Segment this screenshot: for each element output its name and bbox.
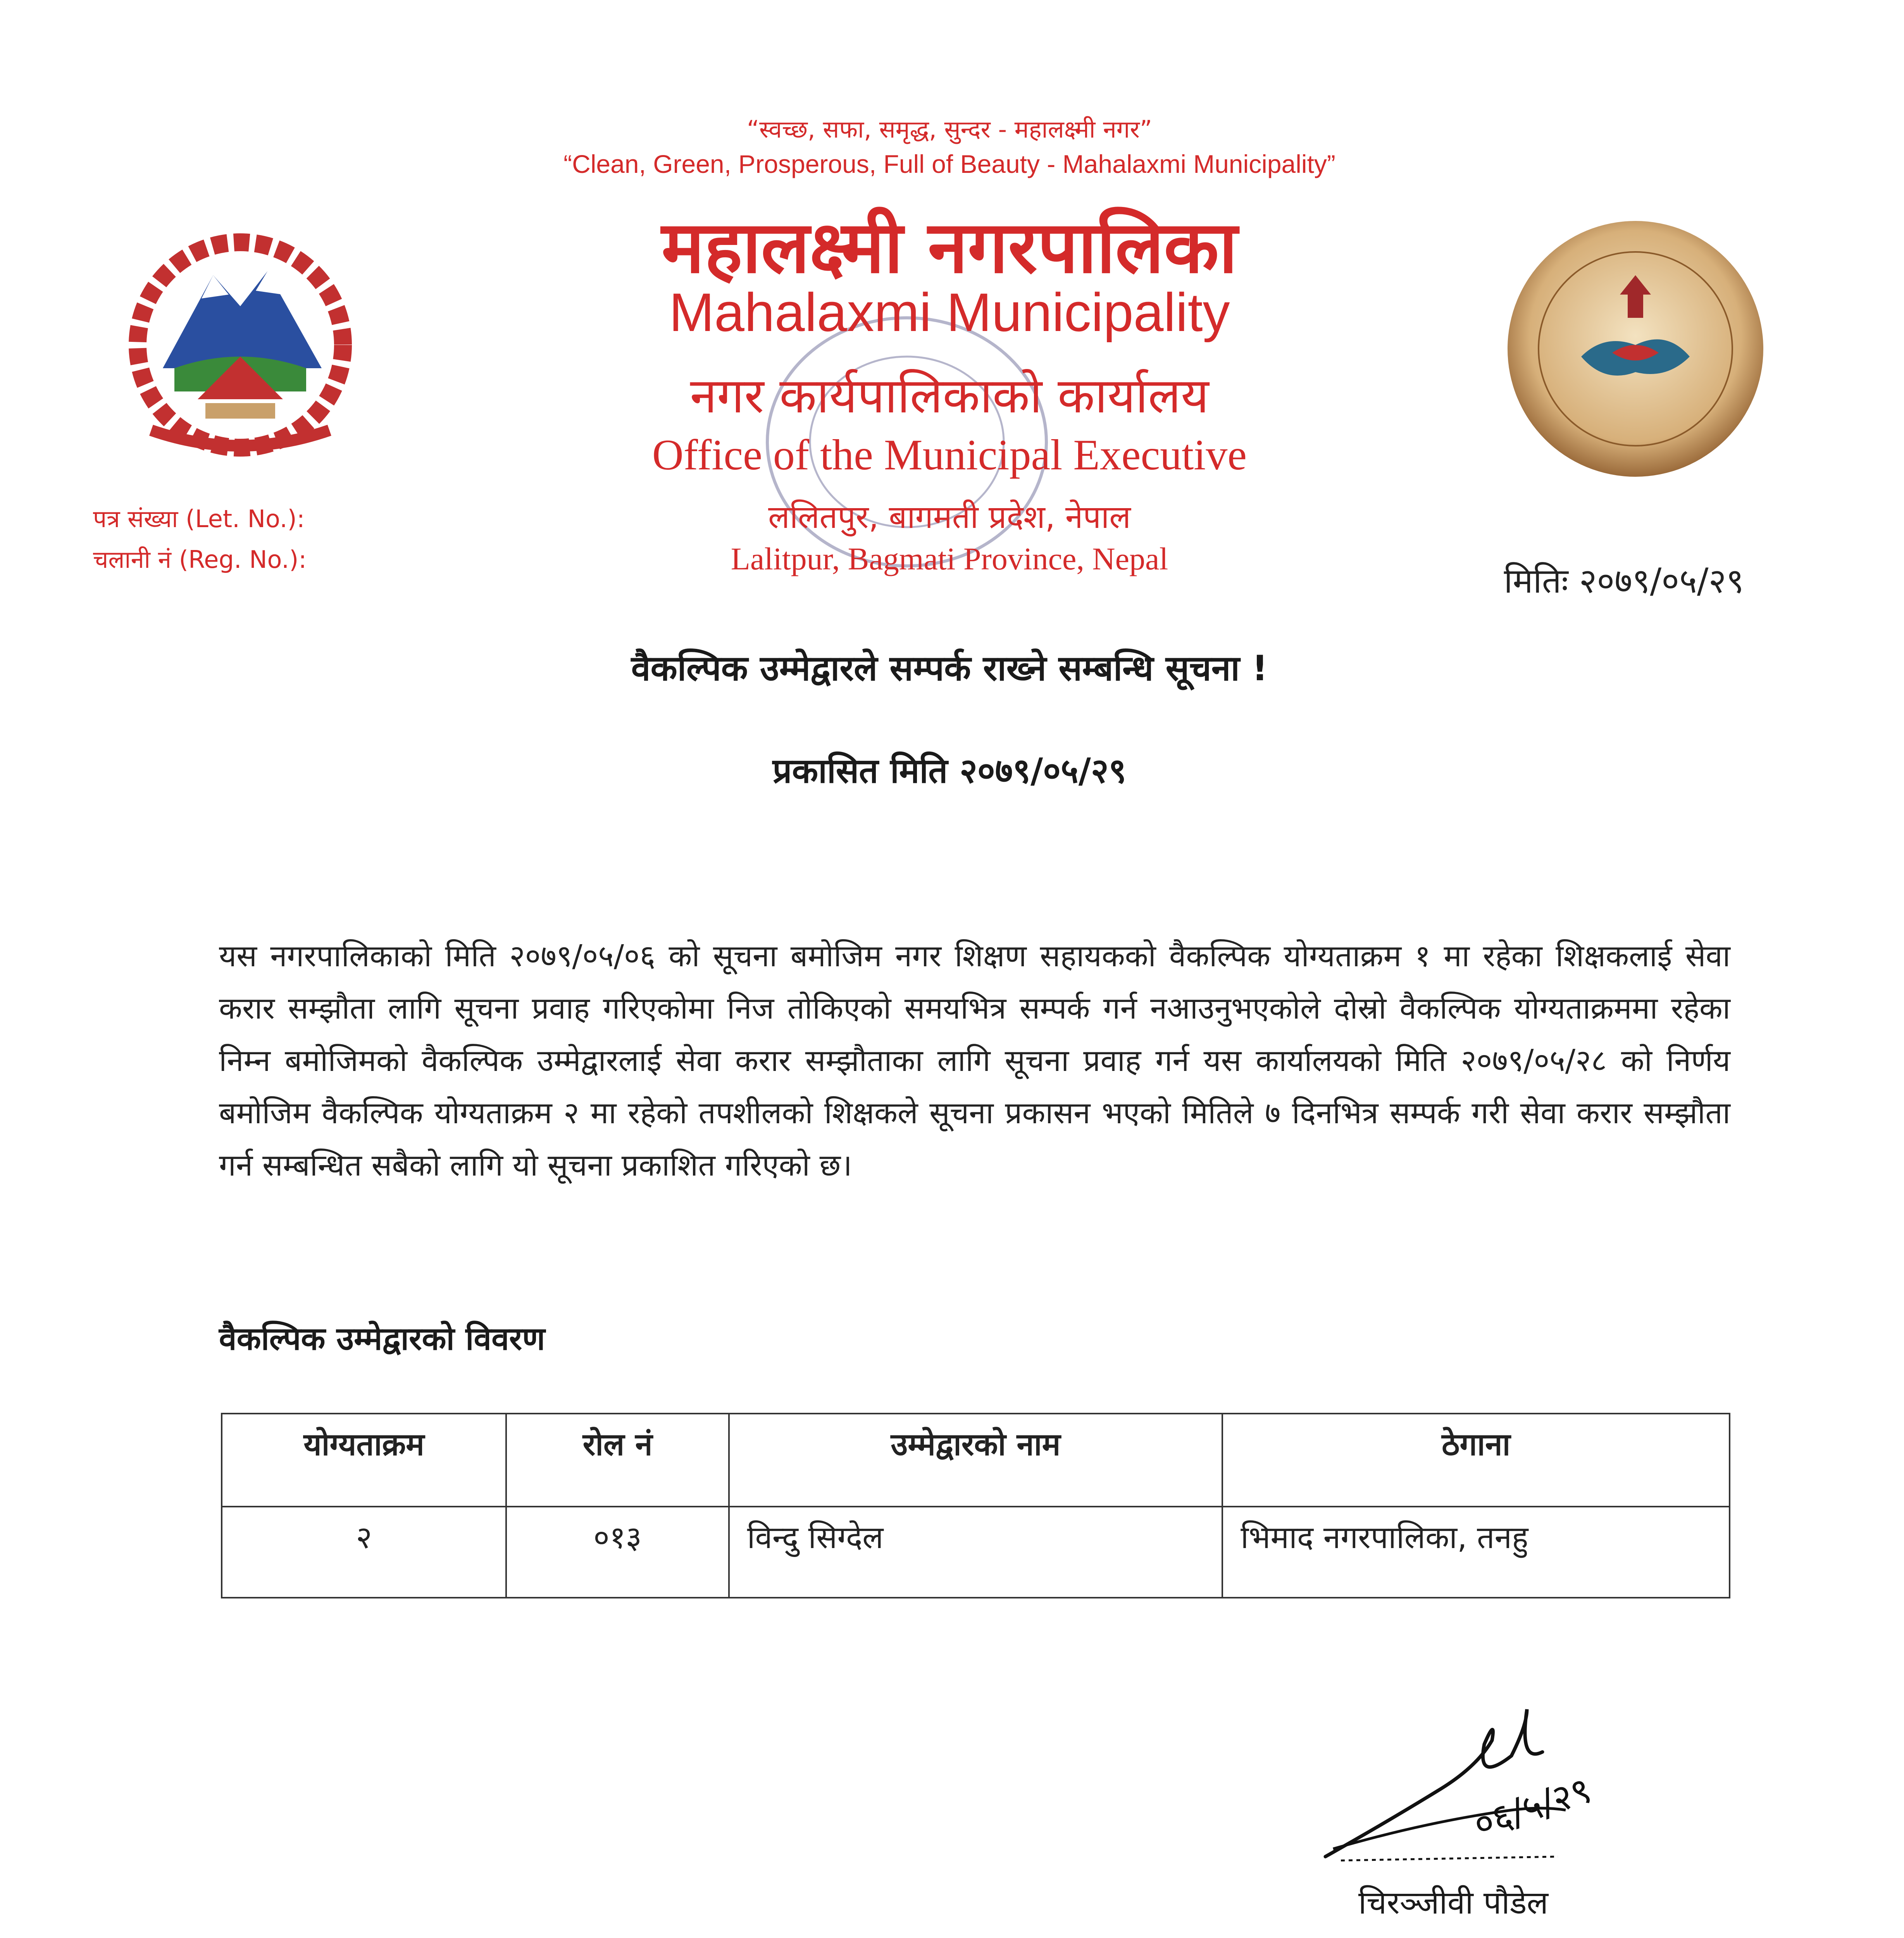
signature-date: ०६/५/२९ — [1468, 1768, 1597, 1847]
office-name-english: Office of the Municipal Executive — [652, 431, 1247, 479]
notice-body — [219, 930, 1730, 1192]
column-header-rank: योग्यताक्रम — [222, 1414, 506, 1507]
address-english: Lalitpur, Bagmati Province, Nepal — [731, 541, 1168, 576]
signature-icon — [1310, 1694, 1659, 1872]
candidate-table — [221, 1413, 1730, 1598]
notice-body-paragraph: यस नगरपालिकाको मिति २०७९/०५/०६ को सूचना बमोजिम नगर शिक्षण सहायकको वैकल्पिक योग्यताक्रम १ मा रहेका शिक्षकलाई सेवा करार सम्झौता लागि सूचना प्रवाह गरिएकोमा निज तोकिएको समयभित्र सम्पर्क गर्न नआउनुभएकोले दोस्रो वैकल्पिक योग्यताक्रममा रहेका निम्न बमोजिमको वैकल्पिक उम्मेद्वारलाई सेवा करार सम्झौताका लागि सूचना प्रवाह गर्न यस कार्यालयको मिति २०७९/०५/२८ को निर्णय बमोजिम वैकल्पिक योग्यताक्रम २ मा रहेको तपशीलको शिक्षकले सूचना प्रकासन भएको मितिले ७ दिनभित्र सम्पर्क गरी सेवा करार सम्झौता गर्न सम्बन्धित सबैको लागि यो सूचना प्रकाशित गरिएको छ। — [219, 939, 1730, 1183]
published-date: प्रकासित मिति २०७९/०५/२९ — [772, 751, 1127, 791]
cell-candidate-name: विन्दु सिग्देल — [729, 1507, 1223, 1598]
column-header-roll-no: रोल नं — [506, 1414, 729, 1507]
slogan-nepali: “स्वच्छ, सफा, समृद्ध, सुन्दर - महालक्ष्मी नगर” — [747, 115, 1152, 143]
nepal-emblem-icon — [105, 229, 376, 469]
candidate-details-heading: वैकल्पिक उम्मेद्वारको विवरण — [219, 1321, 545, 1357]
municipality-logo-icon — [1504, 217, 1767, 481]
column-header-candidate-name: उम्मेद्वारको नाम — [729, 1414, 1223, 1507]
document-date: मितिः २०७९/०५/२९ — [1504, 561, 1744, 601]
table-row — [222, 1507, 1730, 1598]
registration-number-label: चलानी नं (Reg. No.): — [93, 545, 307, 574]
cell-rank: २ — [222, 1507, 506, 1598]
office-name-nepali: नगर कार्यपालिकाको कार्यालय — [690, 368, 1209, 424]
table-header-row — [222, 1414, 1730, 1507]
column-header-address: ठेगाना — [1222, 1414, 1730, 1507]
cell-address: भिमाद नगरपालिका, तनहु — [1222, 1507, 1730, 1598]
cell-roll-no: ०१३ — [506, 1507, 729, 1598]
notice-subject: वैकल्पिक उम्मेद्वारले सम्पर्क राख्ने सम्बन्धि सूचना ! — [631, 648, 1268, 689]
letter-number-label: पत्र संख्या (Let. No.): — [93, 505, 305, 533]
address-nepali: ललितपुर, बागमती प्रदेश, नेपाल — [768, 499, 1131, 536]
municipality-name-nepali: महालक्ष्मी नगरपालिका — [661, 205, 1238, 289]
municipality-name-english: Mahalaxmi Municipality — [669, 282, 1230, 343]
signatory-name: चिरञ्जीवी पौडेल — [1358, 1885, 1549, 1921]
slogan-english: “Clean, Green, Prosperous, Full of Beauty - Mahalaxmi Municipality” — [563, 150, 1335, 178]
